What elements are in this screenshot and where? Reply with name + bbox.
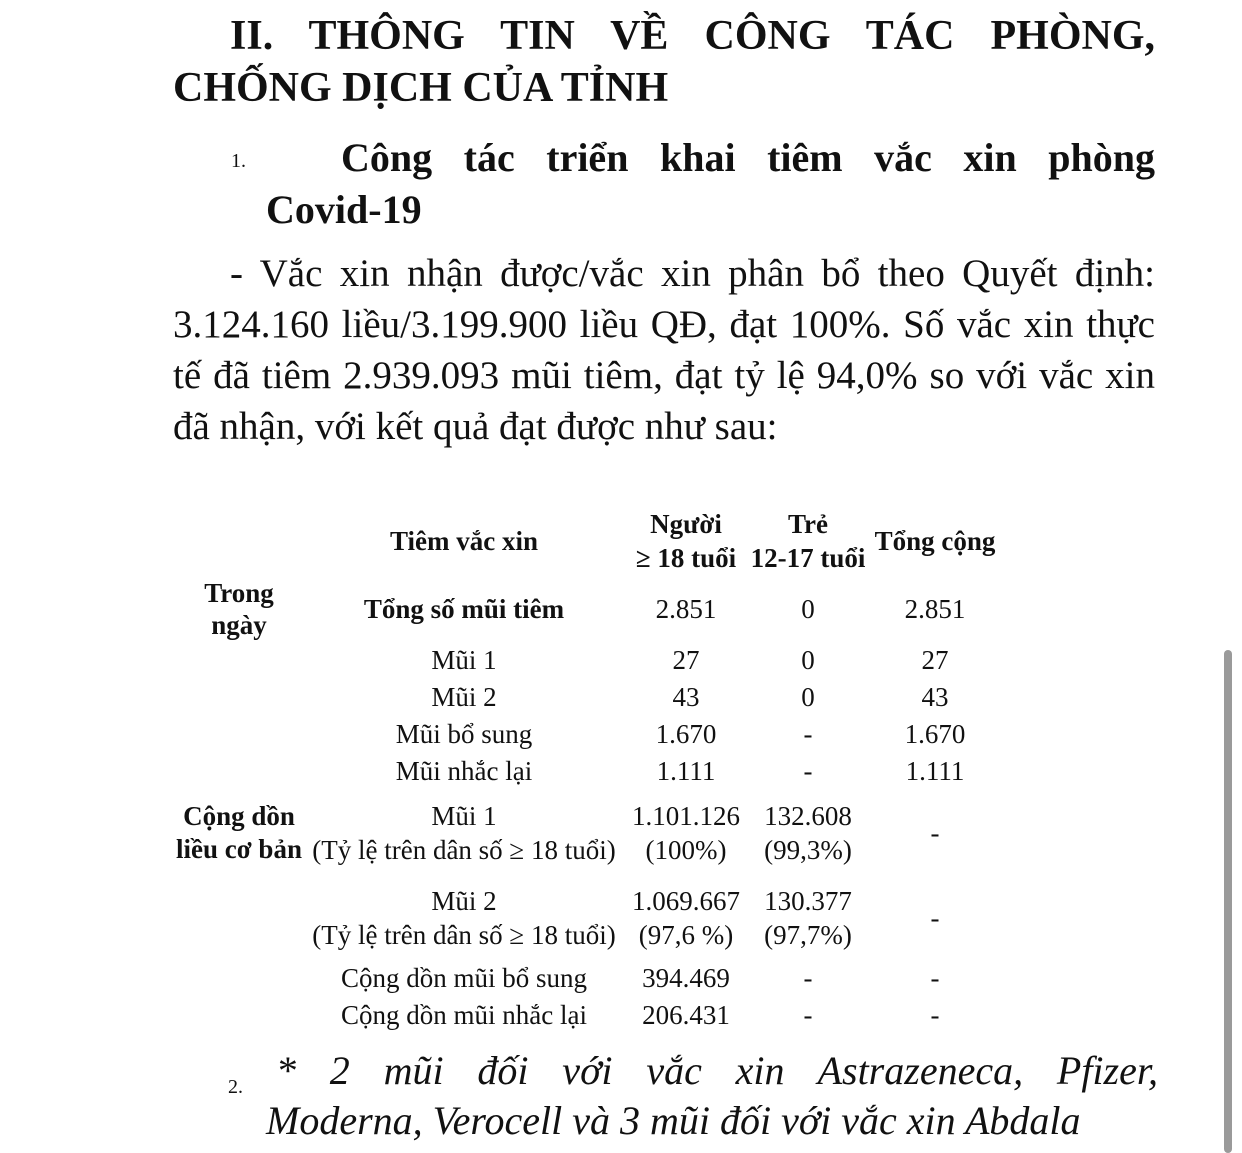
header-total: Tổng cộng: [874, 526, 996, 556]
section-title: [173, 10, 1155, 114]
cell-adult: 1.069.667 (97,6 %): [632, 886, 740, 950]
body-paragraph: [173, 248, 1155, 452]
row-label: Tổng số mũi tiêm: [363, 594, 565, 624]
section-title-line2: CHỐNG DỊCH CỦA TỈNH: [173, 65, 669, 111]
row-label: Mũi 2 (Tỷ lệ trên dân số ≥ 18 tuổi): [312, 886, 616, 950]
row-label: Mũi 2: [431, 681, 497, 712]
footnote-line2: Moderna, Verocell và 3 mũi đối với vắc xin Abdala: [266, 1098, 1081, 1143]
table-row: [175, 877, 1001, 959]
cell-total: 43: [921, 681, 949, 712]
cell-adult: 206.431: [642, 999, 730, 1030]
section-title-line1: II. THÔNG TIN VỀ CÔNG TÁC PHÒNG,: [230, 13, 1155, 59]
vertical-scrollbar[interactable]: [1224, 650, 1232, 1153]
cell-adult: 43: [672, 681, 700, 712]
cell-total: 2.851: [904, 594, 966, 624]
table-row: [175, 641, 1001, 678]
row-label: Cộng dồn mũi nhắc lại: [341, 999, 587, 1030]
subsection-title-line1: Công tác triển khai tiêm vắc xin phòng: [341, 135, 1155, 180]
cell-child: -: [803, 755, 813, 786]
group-cumulative: Cộng dồn liều cơ bản: [176, 801, 302, 864]
cell-child: 130.377 (97,7%): [764, 886, 852, 950]
cell-adult: 27: [672, 644, 700, 675]
cell-child: 0: [801, 594, 815, 624]
row-label: Mũi 1 (Tỷ lệ trên dân số ≥ 18 tuổi): [312, 801, 616, 865]
cell-child: 0: [801, 681, 815, 712]
cell-child: -: [803, 999, 813, 1030]
footnote-line1: * 2 mũi đối với vắc xin Astrazeneca, Pfizer,: [276, 1048, 1158, 1093]
table-row: [175, 789, 1001, 877]
row-label: Cộng dồn mũi bổ sung: [340, 962, 588, 993]
paragraph-text: - Vắc xin nhận được/vắc xin phân bổ theo Quyết định: 3.124.160 liều/3.199.900 liều QĐ, đạt 100%. Số vắc xin thực tế đã tiêm 2.939.093 mũi tiêm, đạt tỷ lệ 94,0% so với vắc xin đã nhận, với kết quả đạt được như sau:: [173, 252, 1155, 448]
cell-total: -: [930, 999, 940, 1030]
cell-total: -: [930, 903, 940, 933]
cell-adult: 2.851: [655, 594, 717, 624]
vaccination-table: [175, 505, 1001, 1033]
cell-adult: 394.469: [642, 962, 730, 993]
cell-total: 1.111: [905, 755, 965, 786]
cell-child: -: [803, 718, 813, 749]
subsection-title-line2: Covid-19: [266, 187, 422, 232]
header-label: Tiêm vắc xin: [390, 526, 538, 556]
table-row: [175, 752, 1001, 789]
row-label: Mũi bổ sung: [395, 718, 533, 749]
subsection-number: 1.: [231, 150, 246, 172]
header-child: Trẻ 12-17 tuổi: [750, 509, 866, 573]
cell-adult: 1.111: [656, 755, 716, 786]
table-row: [175, 577, 1001, 641]
row-label: Mũi 1: [431, 644, 497, 675]
cell-adult: 1.670: [655, 718, 717, 749]
footnote-number: 2.: [228, 1076, 243, 1098]
cell-child: -: [803, 962, 813, 993]
cell-total: -: [930, 818, 940, 848]
cell-total: 1.670: [904, 718, 966, 749]
cell-adult: 1.101.126 (100%): [632, 801, 740, 865]
header-adult: Người ≥ 18 tuổi: [635, 509, 737, 573]
subsection-heading: [173, 132, 1155, 236]
cell-child: 0: [801, 644, 815, 675]
table-row: [175, 996, 1001, 1033]
footnote: [228, 1046, 1158, 1146]
row-label: Mũi nhắc lại: [395, 755, 533, 786]
cell-total: 27: [921, 644, 949, 675]
table-row: [175, 715, 1001, 752]
table-row: [175, 959, 1001, 996]
group-day: Trong ngày: [204, 578, 274, 640]
table-header-row: [175, 505, 1001, 577]
cell-total: -: [930, 962, 940, 993]
cell-child: 132.608 (99,3%): [764, 801, 852, 865]
document-page: [173, 0, 1155, 452]
table-row: [175, 678, 1001, 715]
